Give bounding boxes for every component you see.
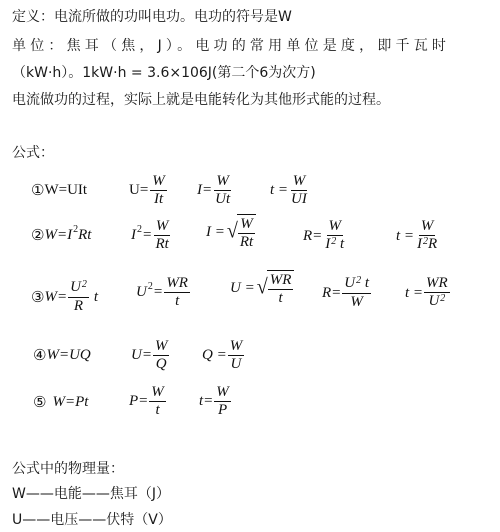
formula-3-u2: U 2 = $\frac{WR}{t}$	[136, 275, 188, 309]
formula-4-q: Q = $\frac{W}{U}$	[202, 338, 243, 372]
formula-3-main: ③ W= $\frac{U^2}{R}$ t	[31, 279, 99, 314]
formula-4-main: ④ W=UQ	[33, 346, 91, 364]
formula-1-u: U= $\frac{W}{It}$	[129, 173, 165, 207]
formula-3-r: R= $\frac{U^2 t}{W}$	[322, 275, 370, 310]
formula-5-main: ⑤ W=Pt	[33, 393, 89, 411]
unit-line-1: 单位：焦耳（焦，J）。电功的常用单位是度，即千瓦时	[12, 38, 451, 54]
process-line: 电流做功的过程，实际上就是电能转化为其他形式能的过程。	[12, 92, 390, 108]
quantity-w: W——电能——焦耳（J）	[12, 486, 170, 502]
formula-4-u: U= $\frac{W}{Q}$	[131, 338, 168, 372]
formula-3-u: U = √ $\frac{WR}{t}$	[230, 270, 294, 306]
sqrt-symbol: √ $\frac{W}{Rt}$	[227, 214, 256, 250]
unit-line-2: （kW·h）。1kW·h = 3.6×106J(第二个6为次方)	[12, 65, 316, 81]
formula-2-i2: I 2 = $\frac{W}{Rt}$	[131, 218, 169, 252]
formula-5-p: P= $\frac{W}{t}$	[129, 384, 164, 418]
formula-3-t: t = $\frac{WR}{U^2}$	[405, 275, 448, 309]
formula-2-i: I = √ $\frac{W}{Rt}$	[206, 214, 256, 250]
formula-1-i: I= $\frac{W}{Ut}$	[197, 173, 231, 207]
definition-line: 定义：电流所做的功叫电功。电功的符号是W	[12, 9, 292, 25]
quantities-heading: 公式中的物理量：	[12, 461, 124, 477]
marker-1: ①	[31, 181, 45, 199]
formula-2-t: t = $\frac{W}{I^2R}$	[396, 218, 438, 252]
formula-2-r: R= $\frac{W}{I^2 t}$	[303, 218, 345, 252]
formula-heading: 公式：	[12, 145, 54, 161]
quantity-u: U——电压——伏特（V）	[12, 512, 172, 528]
formula-2-main: ② W=I 2 Rt	[31, 223, 92, 244]
formula-5-t: t= $\frac{W}{P}$	[199, 384, 229, 418]
formula-1-main: ① W=UIt	[31, 181, 88, 199]
formula-1-t: t = $\frac{W}{UI}$	[270, 173, 307, 207]
